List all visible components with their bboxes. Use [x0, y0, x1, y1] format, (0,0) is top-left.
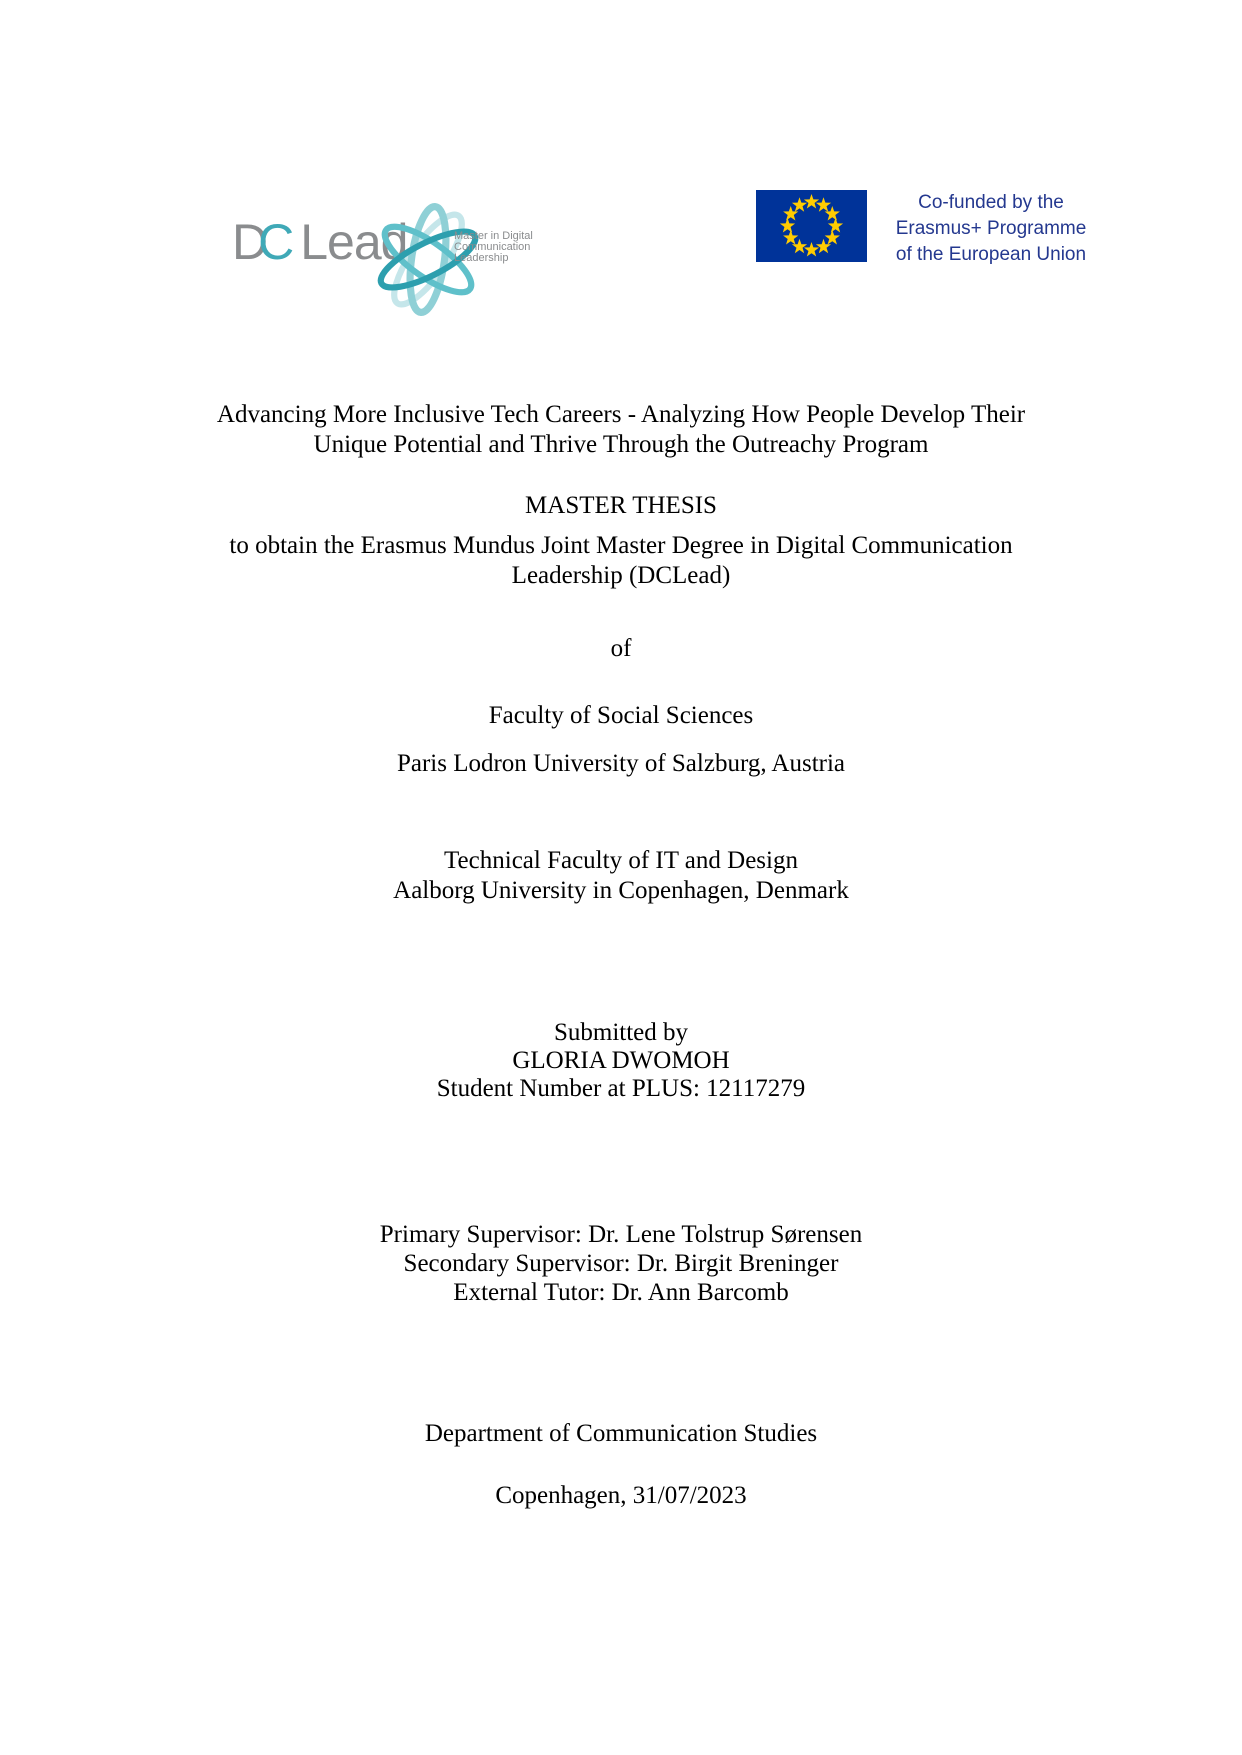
submission-block [0, 1019, 1242, 1103]
degree-statement-line: Leadership (DCLead) [511, 562, 731, 589]
thesis-title [0, 400, 1242, 460]
eu-cofunded-text-line: Erasmus+ Programme [895, 218, 1087, 239]
primary-supervisor: Primary Supervisor: Dr. Lene Tolstrup Sørensen [379, 1221, 863, 1248]
place-and-date: Copenhagen, 31/07/2023 [495, 1482, 747, 1509]
eu-cofunded-text-line: of the European Union [895, 244, 1087, 265]
eu-cofunded-logo [756, 188, 1116, 273]
faculty-aalborg-line: Aalborg University in Copenhagen, Denmark [393, 877, 849, 904]
faculty-aalborg-line: Technical Faculty of IT and Design [444, 847, 798, 874]
faculty-social-sciences: Faculty of Social Sciences [488, 702, 754, 729]
submitted-by-label: Submitted by [553, 1019, 689, 1046]
degree-statement [0, 531, 1242, 591]
eu-flag-icon [756, 190, 867, 262]
external-tutor: External Tutor: Dr. Ann Barcomb [453, 1279, 789, 1306]
thesis-type: MASTER THESIS [525, 492, 717, 519]
dclead-tagline-line: Communication [454, 241, 531, 253]
dclead-logo [230, 195, 550, 330]
degree-statement-line: to obtain the Erasmus Mundus Joint Master Degree in Digital Communication [229, 532, 1013, 559]
thesis-title-line: Unique Potential and Thrive Through the Outreachy Program [313, 431, 929, 458]
secondary-supervisor: Secondary Supervisor: Dr. Birgit Breninger [403, 1250, 839, 1277]
author-name: GLORIA DWOMOH [512, 1047, 730, 1074]
eu-cofunded-text [868, 190, 1114, 268]
supervisors-block [0, 1220, 1242, 1307]
thesis-title-line: Advancing More Inclusive Tech Careers - Analyzing How People Develop Their [216, 401, 1026, 428]
student-number: Student Number at PLUS: 12117279 [436, 1075, 806, 1102]
dclead-tagline [454, 231, 533, 264]
dclead-tagline-line: Master in Digital [454, 230, 533, 242]
of-text: of [610, 635, 632, 662]
department: Department of Communication Studies [424, 1420, 818, 1447]
dclead-tagline-line: Leadership [454, 252, 509, 264]
dclead-wordmark-d: D [232, 214, 268, 270]
dclead-wordmark-lead: Lead [300, 214, 408, 270]
university-salzburg: Paris Lodron University of Salzburg, Austria [396, 750, 846, 777]
faculty-aalborg [0, 846, 1242, 906]
dclead-wordmark-c: C [258, 214, 294, 270]
eu-cofunded-text-line: Co-funded by the [918, 192, 1064, 213]
